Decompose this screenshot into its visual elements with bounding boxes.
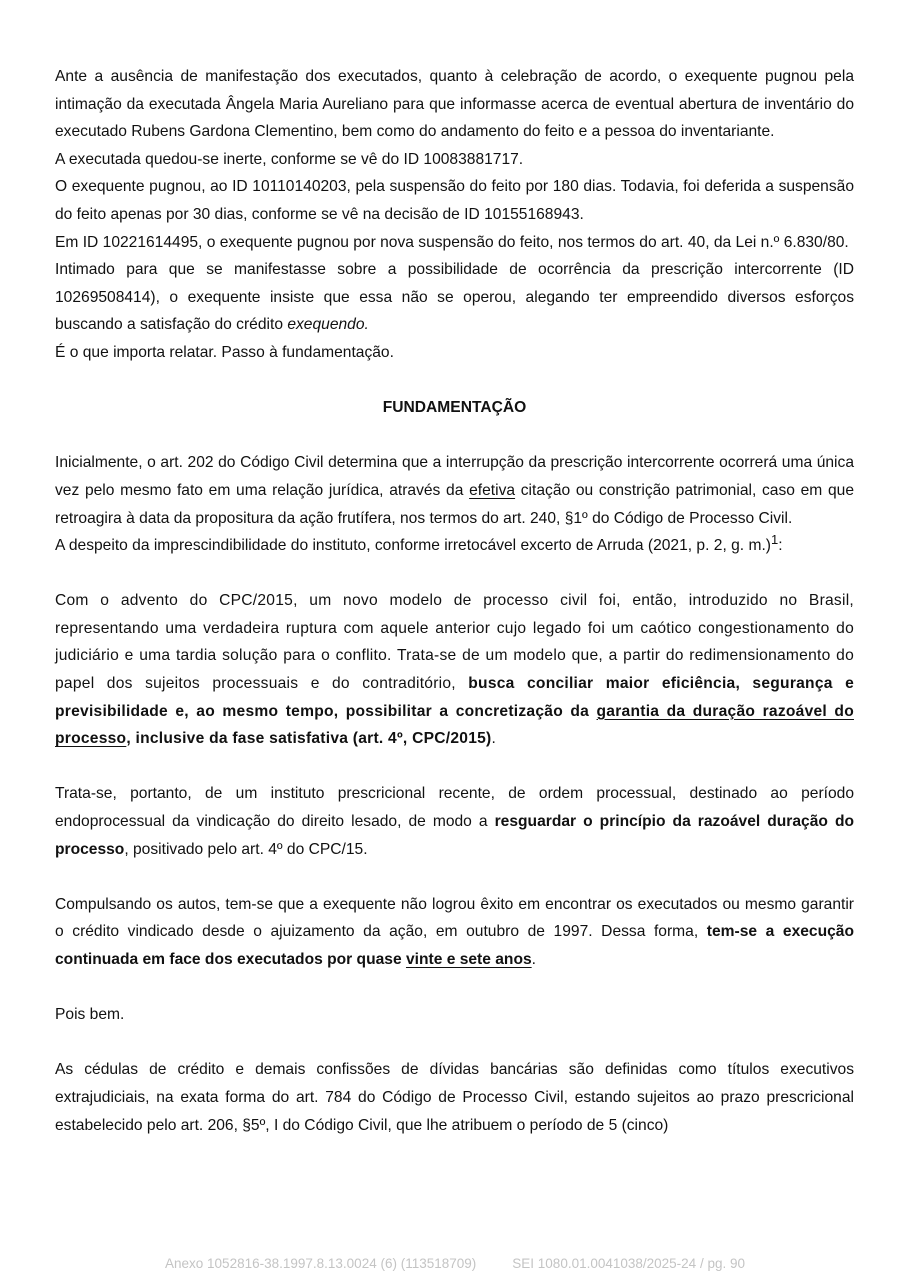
spacer — [55, 863, 854, 891]
paragraph-text: Ante a ausência de manifestação dos executados, quanto à celebração de acordo, o exequente pugnou pela intimação da executada Ângela Maria Aureliano para que informasse acerca de eventual abertura de inventário do executado Rubens Gardona Clementino, bem como do andamento do feito e a pessoa do inventariante. — [55, 68, 854, 141]
quote-bold-text: , inclusive da fase satisfativa (art. 4º, CPC/2015) — [126, 730, 492, 748]
quote-cpc-2015 — [55, 587, 854, 753]
paragraph-inerte — [55, 146, 854, 174]
paragraph-suspensao-180 — [55, 173, 854, 228]
paragraph-instituto — [55, 780, 854, 863]
section-heading: FUNDAMENTAÇÃO — [382, 399, 527, 417]
paragraph-text: Inicialmente, o art. 202 do Código Civil determina que a interrupção da prescrição intercorrente ocorrerá uma única vez pelo mesmo fato em uma relação jurídica, através da — [55, 454, 854, 499]
bold-underlined: vinte e sete anos — [405, 951, 532, 968]
document-body — [55, 63, 854, 1139]
paragraph-cedulas — [55, 1056, 854, 1139]
paragraph-text: O exequente pugnou, ao ID 10110140203, pela suspensão do feito por 180 dias. Todavia, foi deferida a suspensão do feito apenas por 30 dias, conforme se vê na decisão de ID 10155168943. — [55, 178, 854, 223]
paragraph-prescricao — [55, 256, 854, 339]
page-footer — [0, 1256, 910, 1271]
paragraph-text: Compulsando os autos, tem-se que a exequente não logrou êxito em encontrar os executados ou mesmo garantir o crédito vindicado desde o ajuizamento da ação, em outubro de 1997. Dessa forma, — [55, 895, 854, 941]
paragraph-art-202 — [55, 449, 854, 532]
paragraph-intimacao — [55, 63, 854, 146]
spacer — [55, 422, 854, 450]
spacer — [55, 753, 854, 781]
paragraph-text: É o que importa relatar. Passo à fundamentação. — [55, 343, 394, 361]
quote-text: . — [491, 730, 497, 748]
paragraph-text: Trata-se, portanto, de um instituto prescricional recente, de ordem processual, destinado ao período endoprocessual da vindicação do direito lesado, de modo a — [55, 785, 854, 831]
footer-annex-id: Anexo 1052816-38.1997.8.13.0024 (6) (113518709) — [165, 1256, 477, 1271]
paragraph-text: Em ID 10221614495, o exequente pugnou por nova suspensão do feito, nos termos do art. 40, da Lei n.º 6.830/80. — [55, 233, 849, 251]
spacer — [55, 367, 854, 395]
bold-text-part: tem-se a execução continuada em face dos executados por quase — [55, 923, 854, 968]
footer-sei-page: SEI 1080.01.0041038/2025-24 / pg. 90 — [512, 1256, 745, 1271]
italic-term: exequendo. — [287, 316, 369, 334]
paragraph-text: , positivado pelo art. 4º do CPC/15. — [124, 840, 368, 858]
paragraph-text: A despeito da imprescindibilidade do instituto, conforme irretocável excerto de Arruda (2021, p. 2, g. m.) — [55, 537, 771, 555]
quote-bold-text: busca conciliar maior eficiência, segurança e previsibilidade e, ao mesmo tempo, possibilitar a concretização da — [55, 675, 854, 720]
paragraph-text: . — [531, 951, 536, 968]
spacer — [55, 560, 854, 588]
paragraph-compulsando — [55, 891, 854, 974]
bold-text: resguardar o princípio da razoável duração do processo — [55, 813, 855, 858]
paragraph-text: Pois bem. — [55, 1006, 125, 1024]
spacer — [55, 1029, 854, 1057]
quote-bold-underlined: garantia da duração razoável do processo — [55, 702, 854, 748]
paragraph-nova-suspensao — [55, 229, 854, 257]
paragraph-text: A executada quedou-se inerte, conforme se vê do ID 10083881717. — [55, 150, 524, 168]
paragraph-text: Intimado para que se manifestasse sobre a possibilidade de ocorrência da prescrição intercorrente (ID 10269508414), o exequente insiste que essa não se operou, alegando ter empreendido diversos esforços buscando a satisfação do crédito — [55, 261, 854, 334]
paragraph-arruda — [55, 532, 854, 560]
underlined-term: efetiva — [469, 481, 516, 499]
paragraph-pois-bem — [55, 1001, 854, 1029]
quote-text: Com o advento do CPC/2015, um novo modelo de processo civil foi, então, introduzido no Brasil, representando uma verdadeira ruptura com aquele anterior cujo legado foi um caótico congestionamento do judiciário e uma tardia solução para o conflito. Trata-se de um modelo que, a partir do redimensionamento do papel dos sujeitos processuais e do contraditório, — [55, 592, 854, 693]
spacer — [55, 974, 854, 1002]
paragraph-text: : — [778, 537, 783, 555]
paragraph-relatar — [55, 339, 854, 367]
paragraph-text: As cédulas de crédito e demais confissões de dívidas bancárias são definidas como títulos executivos extrajudiciais, na exata forma do art. 784 do Código de Processo Civil, estando sujeitos ao prazo prescricional estabelecido pelo art. 206, §5º, I do Código Civil, que lhe atribuem o período de 5 (cinco) — [55, 1061, 854, 1134]
footnote-marker: 1 — [770, 532, 779, 548]
paragraph-text: citação ou constrição patrimonial, caso em que retroagira à data da propositura da ação frutífera, nos termos do art. 240, §1º do Código de Processo Civil. — [55, 481, 855, 527]
